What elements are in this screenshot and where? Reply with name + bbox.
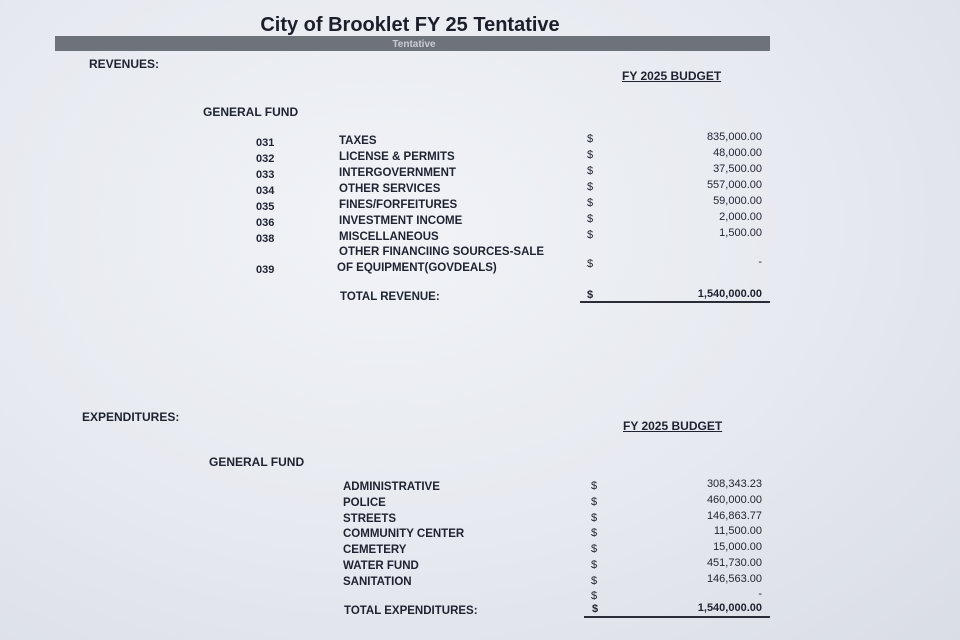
expenditure-amount: 15,000.00: [713, 541, 762, 553]
revenue-amount: 59,000.00: [713, 195, 762, 207]
expenditure-name: COMMUNITY CENTER: [343, 528, 465, 540]
revenue-code: 036: [256, 217, 275, 229]
expenditure-amount: 451,730.00: [706, 557, 762, 569]
revenue-code: 033: [256, 169, 275, 181]
revenues-fund-label: GENERAL FUND: [203, 105, 299, 119]
total-revenue-dollar: $: [587, 289, 594, 301]
expenditure-dollar: $: [591, 559, 598, 571]
revenues-section-label: REVENUES:: [89, 57, 160, 71]
expenditures-section-label: EXPENDITURES:: [82, 410, 180, 424]
expenditure-name: CEMETERY: [343, 544, 407, 556]
revenue-amount: 37,500.00: [713, 163, 762, 175]
total-revenue-amount: 1,540,000.00: [697, 288, 762, 300]
revenue-name: OTHER SERVICES: [339, 183, 441, 195]
expenditure-dollar: $: [591, 527, 598, 539]
expenditure-amount: -: [758, 588, 762, 600]
revenue-name: LICENSE & PERMITS: [339, 151, 455, 163]
expenditure-dollar: $: [591, 480, 598, 492]
revenue-dollar: $: [587, 213, 594, 225]
revenue-dollar: $: [587, 258, 594, 270]
title-bar-label: Tentative: [392, 39, 436, 50]
expenditure-amount: 146,863.77: [706, 510, 762, 522]
revenues-budget-heading: FY 2025 BUDGET: [622, 69, 722, 83]
revenue-amount: 48,000.00: [713, 147, 762, 159]
expenditure-dollar: $: [591, 575, 598, 587]
revenue-name: MISCELLANEOUS: [339, 231, 439, 243]
expenditure-name: POLICE: [343, 497, 386, 509]
expenditure-amount: 460,000.00: [706, 494, 762, 506]
expenditures-fund-label: GENERAL FUND: [209, 455, 305, 469]
revenue-code: 034: [256, 185, 275, 197]
revenue-amount: 1,500.00: [719, 227, 762, 239]
revenue-name: TAXES: [339, 135, 377, 147]
revenue-dollar: $: [587, 197, 594, 209]
revenue-dollar: $: [587, 133, 594, 145]
revenue-dollar: $: [587, 165, 594, 177]
revenue-code: 031: [256, 137, 275, 149]
revenue-dollar: $: [587, 181, 594, 193]
revenue-code: 039: [256, 264, 275, 276]
revenue-amount: 557,000.00: [706, 179, 762, 191]
revenue-amount: 2,000.00: [719, 211, 762, 223]
total-revenue-label: TOTAL REVENUE:: [340, 291, 440, 303]
total-revenue-rule: [580, 301, 770, 303]
expenditures-budget-heading: FY 2025 BUDGET: [623, 419, 723, 433]
expenditure-amount: 146,563.00: [706, 573, 762, 585]
revenue-name: FINES/FORFEITURES: [339, 199, 458, 211]
revenue-name: INTERGOVERNMENT: [339, 167, 456, 179]
expenditure-name: STREETS: [343, 513, 397, 525]
total-expenditures-label: TOTAL EXPENDITURES:: [344, 605, 478, 617]
revenue-dollar: $: [587, 229, 594, 241]
revenue-name: OTHER FINANCIING SOURCES-SALE: [339, 246, 545, 258]
revenue-name: OF EQUIPMENT(GOVDEALS): [337, 262, 497, 274]
expenditure-dollar: $: [591, 590, 598, 602]
expenditure-amount: 11,500.00: [713, 525, 762, 537]
expenditure-name: SANITATION: [343, 576, 412, 588]
document-title: City of Brooklet FY 25 Tentative: [260, 14, 560, 36]
revenue-code: 038: [256, 233, 275, 245]
revenue-amount: 835,000.00: [706, 131, 762, 143]
total-expenditures-dollar: $: [592, 603, 599, 615]
revenue-code: 035: [256, 201, 275, 213]
revenue-dollar: $: [587, 149, 594, 161]
total-expenditures-rule: [584, 616, 770, 618]
expenditure-dollar: $: [591, 496, 598, 508]
expenditure-name: WATER FUND: [343, 560, 419, 572]
revenue-code: 032: [256, 153, 275, 165]
expenditure-dollar: $: [591, 543, 598, 555]
expenditure-name: ADMINISTRATIVE: [343, 481, 440, 493]
expenditure-amount: 308,343.23: [706, 478, 762, 490]
total-expenditures-amount: 1,540,000.00: [697, 602, 762, 614]
revenue-amount: -: [758, 256, 762, 268]
expenditure-dollar: $: [591, 512, 598, 524]
revenue-name: INVESTMENT INCOME: [339, 215, 463, 227]
